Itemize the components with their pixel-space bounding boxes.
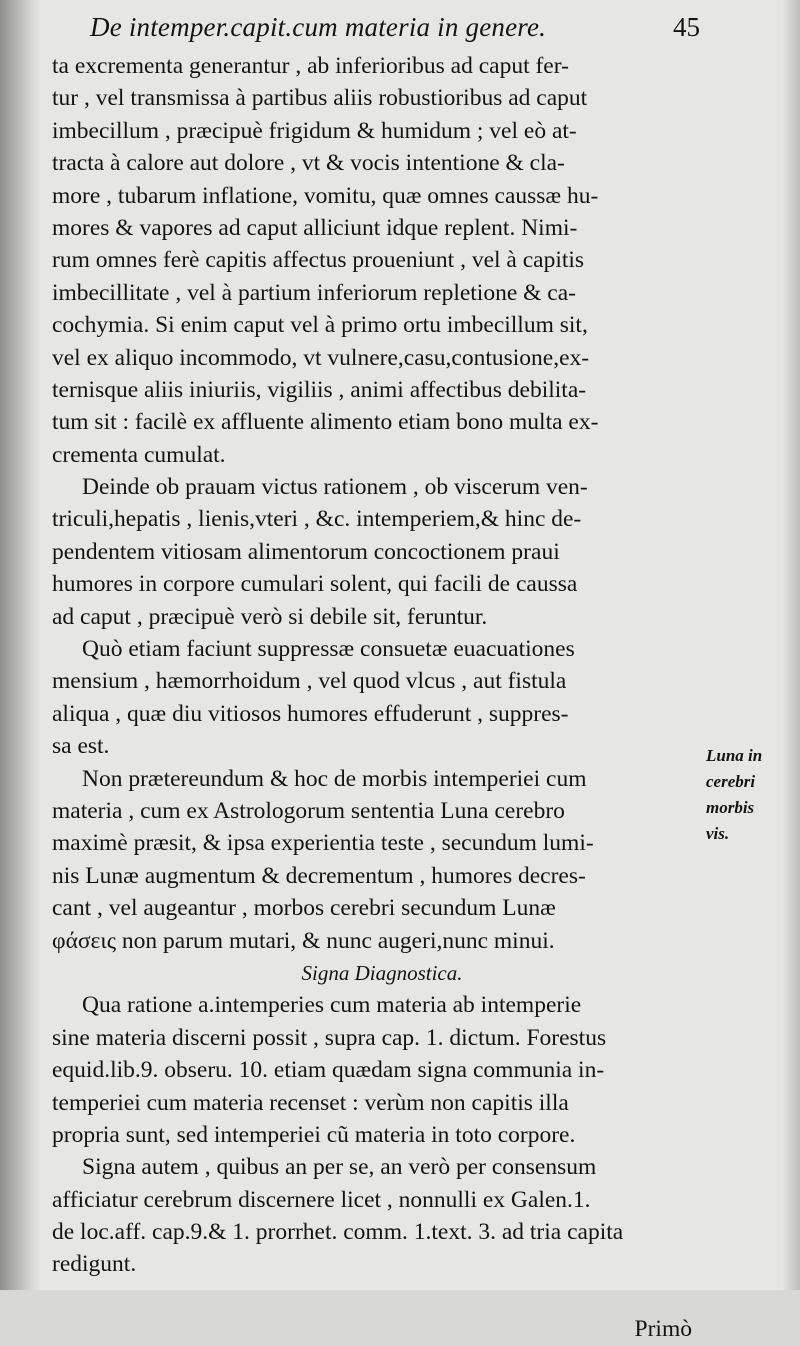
text-line: ad caput , præcipuè verò si debile sit, feruntur.: [52, 603, 488, 630]
text-line: cochymia. Si enim caput vel à primo ortu imbecillum sit,: [52, 312, 588, 339]
margin-note-line: cerebri: [706, 772, 756, 791]
text-line: tracta à calore aut dolore , vt & vocis intentione & cla-: [52, 150, 565, 177]
section-heading: Signa Diagnostica.: [301, 960, 463, 985]
text-line: sa est.: [52, 733, 110, 760]
text-line: afficiatur cerebrum discernere licet , nonnulli ex Galen.1.: [52, 1186, 591, 1213]
running-head: De intemper.capit.cum materia in genere.: [90, 12, 547, 42]
text-line: equid.lib.9. obseru. 10. etiam quædam signa communia in-: [52, 1057, 605, 1084]
text-line: cant , vel augeantur , morbos cerebri secundum Lunæ: [52, 895, 556, 922]
text-line: imbecillitate , vel à partium inferiorum repletione & ca-: [52, 279, 576, 306]
paragraph-start-line: Quò etiam faciunt suppressæ consuetæ euacuationes: [82, 636, 575, 663]
page-number: 45: [673, 12, 700, 42]
paragraph-start-line: Signa autem , quibus an per se, an verò per consensum: [82, 1154, 597, 1181]
text-line: sine materia discerni possit , supra cap. 1. dictum. Forestus: [52, 1024, 607, 1051]
text-line: pendentem vitiosam alimentorum concoctionem praui: [52, 538, 560, 565]
paragraph-start-line: Non prætereundum & hoc de morbis intemperiei cum: [82, 765, 587, 792]
text-line: propria sunt, sed intemperiei cũ materia in toto corpore.: [52, 1121, 576, 1148]
blank-line: [52, 1281, 692, 1313]
paragraph-start-line: Deinde ob prauam victus rationem , ob viscerum ven-: [82, 474, 588, 501]
text-line: more , tubarum inflatione, vomitu, quæ omnes caussæ hu-: [52, 182, 599, 209]
paragraph-start-line: Qua ratione a.intemperies cum materia ab intemperie: [82, 992, 582, 1019]
text-line: mensium , hæmorrhoidum , vel quod vlcus , aut fistula: [52, 668, 567, 695]
text-line: imbecillum , præcipuè frigidum & humidum ; vel eò at-: [52, 117, 577, 144]
text-line: tum sit : facilè ex affluente alimento etiam bono multa ex-: [52, 409, 599, 436]
text-line: materia , cum ex Astrologorum sententia Luna cerebro: [52, 797, 565, 824]
catchword: Primò: [634, 1316, 692, 1343]
margin-note-line: morbis: [706, 798, 755, 817]
text-line: nis Lunæ augmentum & decrementum , humores decres-: [52, 862, 586, 889]
margin-note: [706, 743, 796, 847]
margin-note-line: Luna in: [706, 746, 763, 765]
text-line: maximè præsit, & ipsa experientia teste , secundum lumi-: [52, 830, 594, 857]
text-line: φάσεις non parum mutari, & nunc augeri,nunc minui.: [52, 927, 555, 954]
text-line: crementa cumulat.: [52, 441, 226, 468]
text-line: vel ex aliquo incommodo, vt vulnere,casu,contusione,ex-: [52, 344, 590, 371]
text-line: mores & vapores ad caput alliciunt idque replent. Nimi-: [52, 214, 578, 241]
text-line: aliqua , quæ diu vitiosos humores effuderunt , suppres-: [52, 700, 569, 727]
main-text: [52, 50, 692, 1346]
text-line: humores in corpore cumulari solent, qui facili de caussa: [52, 571, 578, 598]
text-line: redigunt.: [52, 1251, 137, 1278]
text-line: ternisque aliis iniuriis, vigiliis , animi affectibus debilita-: [52, 376, 587, 403]
margin-note-line: vis.: [706, 824, 730, 843]
text-line: de loc.aff. cap.9.& 1. prorrhet. comm. 1.text. 3. ad tria capita: [52, 1219, 624, 1246]
text-line: tur , vel transmissa à partibus aliis robustioribus ad caput: [52, 85, 588, 112]
text-line: temperiei cum materia recenset : verùm non capitis illa: [52, 1089, 569, 1116]
text-line: triculi,hepatis , lienis,vteri , &c. intemperiem,& hinc de-: [52, 506, 582, 533]
text-line: rum omnes ferè capitis affectus proueniunt , vel à capitis: [52, 247, 585, 274]
page-header: [90, 12, 700, 52]
text-line: ta excrementa generantur , ab inferioribus ad caput fer-: [52, 53, 569, 79]
